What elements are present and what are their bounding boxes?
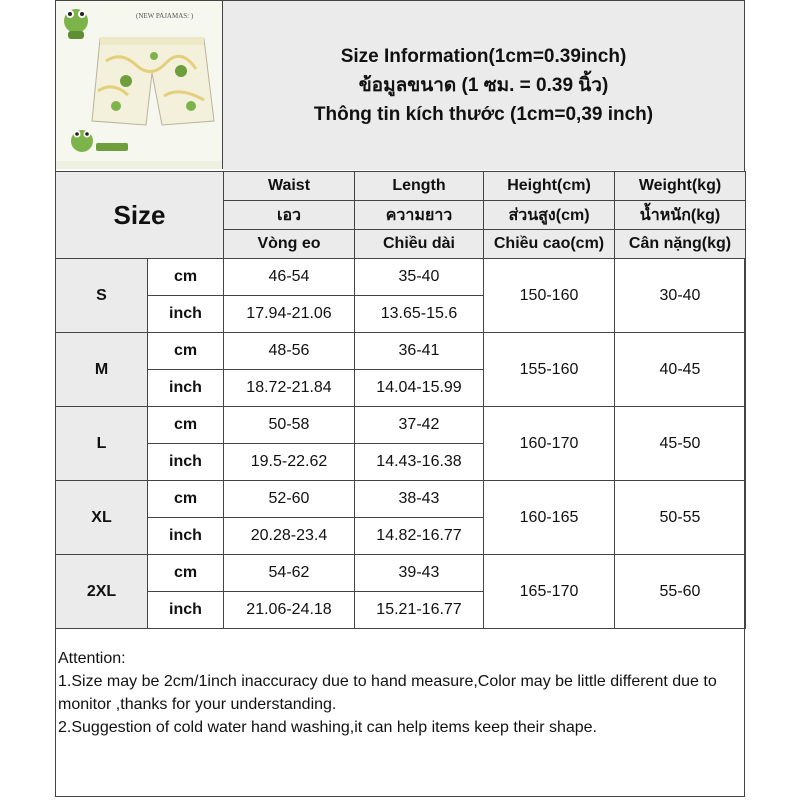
column-header-height-th: ส่วนสูง(cm)	[484, 201, 615, 230]
column-header-length-vi: Chiều dài	[355, 230, 484, 259]
size-info-header	[223, 1, 744, 170]
column-header-height: Height(cm)	[484, 172, 615, 201]
column-header-length-th: ความยาว	[355, 201, 484, 230]
height-value: 165-170	[484, 555, 615, 629]
column-header-length: Length	[355, 172, 484, 201]
height-value: 150-160	[484, 259, 615, 333]
table-row	[56, 481, 746, 518]
table-row	[56, 333, 746, 370]
waist-inch: 21.06-24.18	[224, 592, 355, 629]
frog-icon	[71, 130, 93, 152]
waist-inch: 19.5-22.62	[224, 444, 355, 481]
column-header-height-vi: Chiều cao(cm)	[484, 230, 615, 259]
attention-notes	[56, 645, 744, 796]
column-header-waist: Waist	[224, 172, 355, 201]
column-header-weight-th: น้ำหนัก(kg)	[615, 201, 746, 230]
weight-value: 40-45	[615, 333, 746, 407]
table-row	[56, 407, 746, 444]
length-cm: 37-42	[355, 407, 484, 444]
size-label: M	[56, 333, 148, 407]
length-cm: 36-41	[355, 333, 484, 370]
unit-cm: cm	[148, 407, 224, 444]
size-column-header: Size	[56, 172, 224, 259]
length-cm: 39-43	[355, 555, 484, 592]
table-row	[56, 259, 746, 296]
height-value: 160-165	[484, 481, 615, 555]
notes-title: Attention:	[58, 650, 126, 667]
length-cm: 38-43	[355, 481, 484, 518]
height-value: 155-160	[484, 333, 615, 407]
unit-inch: inch	[148, 370, 224, 407]
waist-inch: 18.72-21.84	[224, 370, 355, 407]
product-photo	[56, 1, 223, 169]
length-cm: 35-40	[355, 259, 484, 296]
header-line-vietnamese: Thông tin kích thước (1cm=0,39 inch)	[313, 104, 654, 125]
unit-cm: cm	[148, 333, 224, 370]
waist-cm: 54-62	[224, 555, 355, 592]
unit-cm: cm	[148, 555, 224, 592]
header-line-english: Size Information(1cm=0.39inch)	[340, 46, 627, 67]
weight-value: 55-60	[615, 555, 746, 629]
column-header-waist-th: เอว	[224, 201, 355, 230]
table-row	[56, 555, 746, 592]
size-label: L	[56, 407, 148, 481]
length-inch: 15.21-16.77	[355, 592, 484, 629]
size-label: XL	[56, 481, 148, 555]
length-inch: 13.65-15.6	[355, 296, 484, 333]
unit-inch: inch	[148, 592, 224, 629]
waist-inch: 20.28-23.4	[224, 518, 355, 555]
header-line-thai: ข้อมูลขนาด (1 ซม. = 0.39 นิ้ว)	[358, 75, 609, 96]
column-header-weight-vi: Cân nặng(kg)	[615, 230, 746, 259]
notes-line-2: 2.Suggestion of cold water hand washing,it can help items keep their shape.	[58, 719, 597, 736]
waist-cm: 46-54	[224, 259, 355, 296]
photo-caption: (NEW PAJAMAS: )	[136, 12, 194, 20]
size-label: S	[56, 259, 148, 333]
waist-cm: 48-56	[224, 333, 355, 370]
unit-cm: cm	[148, 259, 224, 296]
column-header-waist-vi: Vòng eo	[224, 230, 355, 259]
unit-cm: cm	[148, 481, 224, 518]
column-header-weight: Weight(kg)	[615, 172, 746, 201]
size-label: 2XL	[56, 555, 148, 629]
weight-value: 45-50	[615, 407, 746, 481]
length-inch: 14.43-16.38	[355, 444, 484, 481]
length-inch: 14.04-15.99	[355, 370, 484, 407]
waist-inch: 17.94-21.06	[224, 296, 355, 333]
notes-line-1: 1.Size may be 2cm/1inch inaccuracy due to hand measure,Color may be little different due to monitor ,thanks for your understanding.	[58, 673, 717, 713]
unit-inch: inch	[148, 444, 224, 481]
height-value: 160-170	[484, 407, 615, 481]
weight-value: 30-40	[615, 259, 746, 333]
pajama-shorts-illustration	[56, 1, 222, 169]
length-inch: 14.82-16.77	[355, 518, 484, 555]
size-table	[55, 171, 746, 629]
waist-cm: 52-60	[224, 481, 355, 518]
unit-inch: inch	[148, 518, 224, 555]
unit-inch: inch	[148, 296, 224, 333]
waist-cm: 50-58	[224, 407, 355, 444]
weight-value: 50-55	[615, 481, 746, 555]
